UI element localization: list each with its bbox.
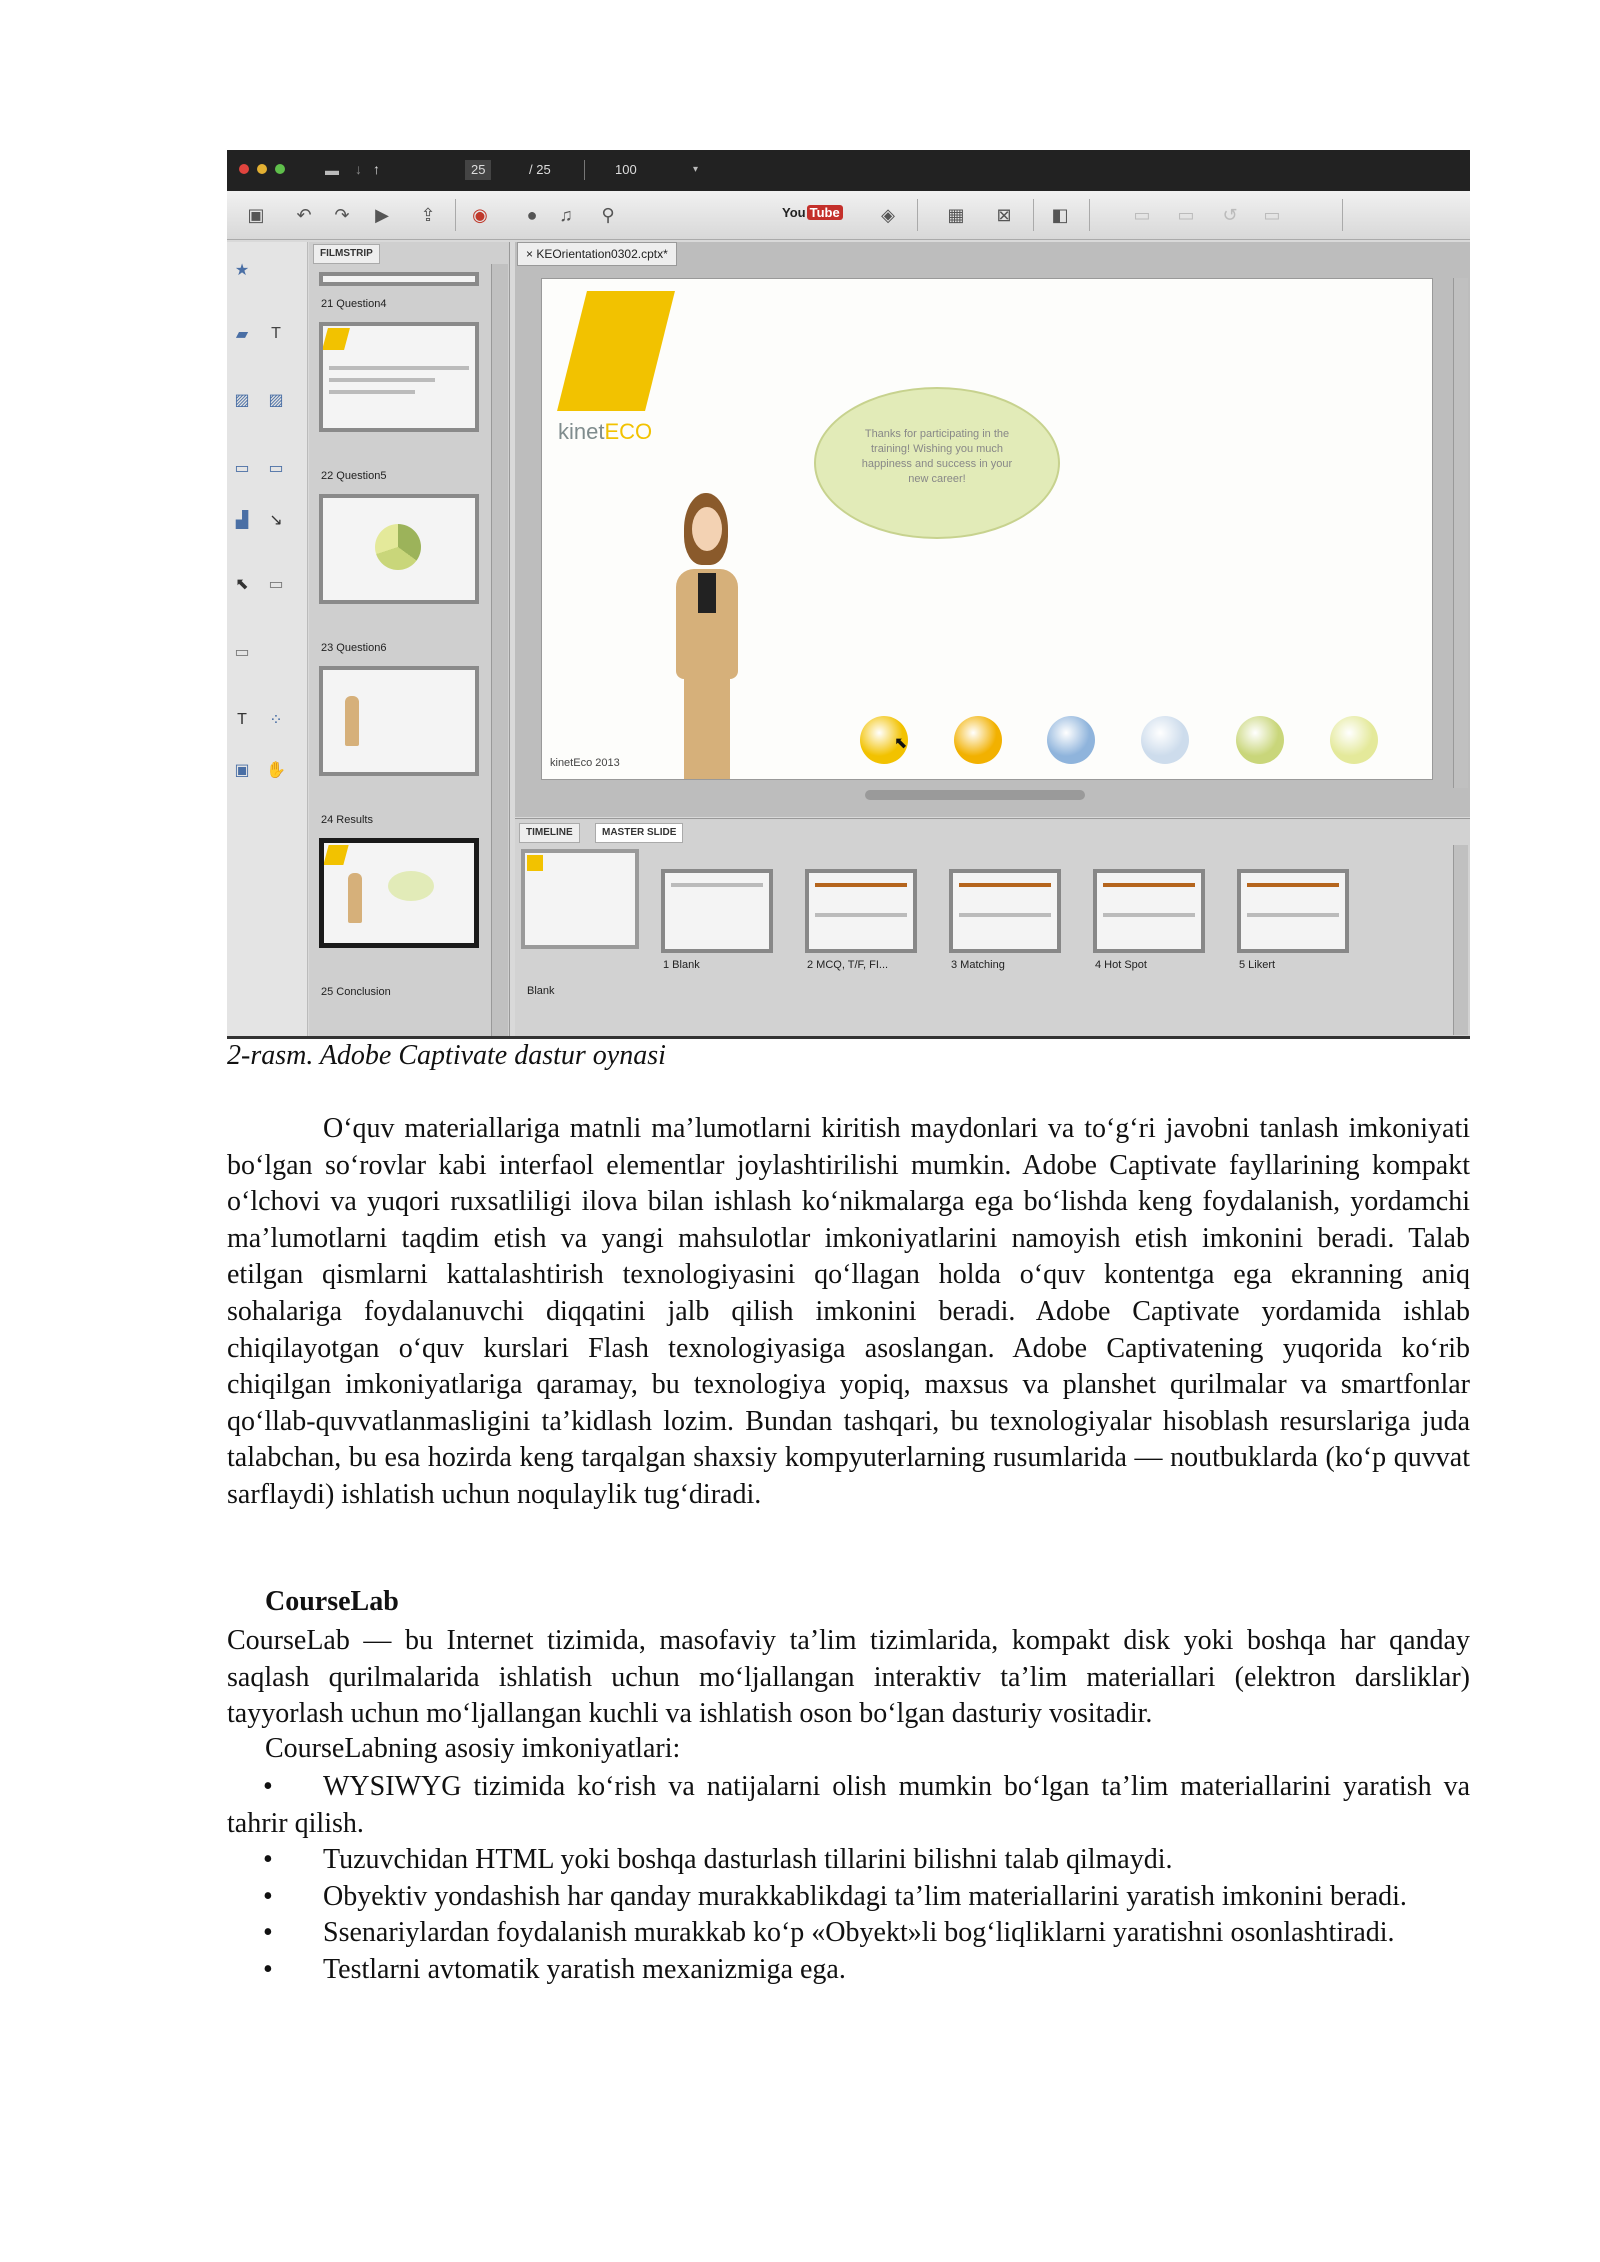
filmstrip-panel <box>309 242 510 1036</box>
list-item <box>227 1842 1470 1879</box>
toolbar-divider <box>1342 199 1343 231</box>
list-item-text: Tuzuvchidan HTML yoki boshqa dasturlash tillarini bilishni talab qilmaydi. <box>323 1844 1173 1876</box>
thumbnail-line <box>329 366 469 370</box>
logo-mark-icon <box>323 845 348 865</box>
video-icon[interactable]: ▣ <box>234 762 250 779</box>
disabled-tool-icon: ↺ <box>1222 204 1238 225</box>
bullet-icon: • <box>263 1844 273 1876</box>
thumbnail-line <box>1247 913 1339 917</box>
thumbnail-line <box>815 913 907 917</box>
pointer-path-icon[interactable]: ↘ <box>269 512 283 529</box>
main-toolbar <box>227 191 1470 240</box>
toolbar-divider <box>917 199 918 231</box>
master-thumbnail-label: 4 Hot Spot <box>1095 959 1147 971</box>
list-item <box>227 1769 1470 1842</box>
button-icon[interactable]: ▭ <box>268 576 284 593</box>
list-item-text: WYSIWYG tizimida ko‘rish va natijalarni olish mumkin bo‘lgan ta’lim materiallarini yaratish va tahrir qilish. <box>227 1771 1470 1839</box>
microphone-icon[interactable]: ● <box>526 204 538 225</box>
slide-canvas[interactable] <box>541 278 1433 780</box>
navigation-circle[interactable] <box>1330 716 1378 764</box>
logo-wordmark <box>558 419 652 445</box>
features-intro: CourseLabning asosiy imkoniyatlari: <box>265 1733 681 1764</box>
slideshow-icon[interactable]: ▨ <box>268 392 284 409</box>
navigation-circle[interactable] <box>1141 716 1189 764</box>
publish-icon[interactable]: ⇪ <box>420 204 436 225</box>
logo-mark-icon <box>322 328 350 350</box>
youtube-icon[interactable]: You Tube <box>782 205 843 220</box>
caption-icon[interactable]: ▰ <box>235 326 249 343</box>
text-entry-icon[interactable]: ▭ <box>234 644 250 661</box>
toolbar-divider <box>1033 199 1034 231</box>
redo-icon[interactable]: ↷ <box>334 204 350 225</box>
section-heading-courselab: CourseLab <box>265 1586 399 1617</box>
character-illustration <box>654 493 754 780</box>
minimize-window-button[interactable] <box>257 164 267 174</box>
audio-icon[interactable]: ♫ <box>559 204 573 225</box>
kineteco-logo <box>557 291 675 411</box>
undo-icon[interactable]: ↶ <box>296 204 312 225</box>
zoom-field[interactable]: 100 <box>615 162 637 177</box>
navigation-circle[interactable] <box>1047 716 1095 764</box>
widget-icon[interactable]: ⁘ <box>269 712 283 729</box>
bullet-icon: • <box>263 1771 273 1802</box>
character-icon <box>348 873 362 923</box>
master-thumbnail[interactable] <box>661 869 773 953</box>
stage-vertical-scrollbar[interactable] <box>1453 278 1468 788</box>
character-top <box>698 573 716 613</box>
speech-bubble-icon <box>388 871 434 901</box>
arrow-up-icon[interactable]: ↑ <box>373 161 380 177</box>
navigation-circle[interactable] <box>1236 716 1284 764</box>
figure-caption: 2-rasm. Adobe Captivate dastur oynasi <box>227 1040 666 1071</box>
mouse-cursor-icon: ⬉ <box>894 735 908 752</box>
image-icon[interactable]: ▨ <box>234 392 250 409</box>
thumbnail-line <box>959 913 1051 917</box>
captivate-screenshot <box>227 150 1470 1039</box>
slide-total: / 25 <box>529 162 551 177</box>
slide-number-field[interactable]: 25 <box>465 160 491 180</box>
pie-chart-icon <box>375 524 421 570</box>
list-item <box>227 1952 1470 1989</box>
preview-icon[interactable]: ▶ <box>375 204 389 225</box>
bullet-icon: • <box>263 1953 273 1985</box>
close-window-button[interactable] <box>239 164 249 174</box>
image-box-icon[interactable]: ⊠ <box>996 204 1012 225</box>
list-item-text: Obyektiv yondashish har qanday murakkablikdagi ta’lim materiallarini yaratish imkonini beradi. <box>323 1880 1407 1912</box>
list-item <box>227 1915 1470 1952</box>
captivate-icon[interactable]: ◧ <box>1051 204 1069 225</box>
timeline-tab[interactable]: TIMELINE <box>519 823 580 843</box>
table-icon[interactable]: ▦ <box>947 204 965 225</box>
paragraph-captivate: O‘quv materiallariga matnli ma’lumotlarni kiritish maydonlari va to‘g‘ri javobni tanlash imkoniyati bo‘lgan so‘rovlar kabi interfaol elementlar joylashtirilishi mumkin. Adobe Captivate fayllarining kompakt o‘lchovi va yuqori ruxsatliligi ilova bilan ishlash ko‘nikmalarga ega bo‘lishda keng foydalanish, yordamchi ma’lumotlarni taqdim etish va yangi mahsulotlar imkoniyatlarini namoyish etish imkonini beradi. Talab etilgan qismlarni kattalashtirish texnologiyasini qo‘llagan holda o‘quv kontentga ega ekranning aniq sohalariga foydalanuvchi diqqatini jalb qilish imkonini beradi. Adobe Captivate yordamida ishlab chiqilayotgan o‘quv kurslari Flash texnologiyasiga asoslangan. Adobe Captivatening yuqorida ko‘rib chiqilgan imkoniyatlariga qaramay, bu texnologiya yopiq, maxsus va planshet qurilmalar va smartfonlar qo‘llab-quvvatlanmasligini ta’kidlash lozim. Bundan tashqari, bu texnologiyalar hisoblash resurslariga juda talabchan, bu esa hozirda keng tarqalgan shaxsiy kompyuterlarning rusumlarida — noutbuklarda (ko‘p quvvat sarflaydi) ishlatish uchun noqulaylik tug‘diradi. <box>227 1113 1470 1510</box>
topbar-divider <box>584 160 585 180</box>
thumbnail-line <box>671 883 763 887</box>
thumbnail-line <box>329 378 435 382</box>
arrow-down-icon[interactable]: ↓ <box>355 161 362 177</box>
disabled-tool-icon: ▭ <box>1177 204 1195 225</box>
logo-text-eco: ECO <box>604 419 653 444</box>
list-item <box>227 1879 1470 1916</box>
list-item-text: Ssenariylardan foydalanish murakkab ko‘p «Obyekt»li bog‘liqliklarni yaratishni osonlashtiradi. <box>323 1917 1395 1949</box>
master-thumbnail-label: 3 Matching <box>951 959 1005 971</box>
timeline-panel <box>515 818 1470 1037</box>
zoom-area-icon[interactable]: ▟ <box>235 512 249 529</box>
mouse-icon[interactable]: ⬉ <box>235 576 249 593</box>
bullet-icon: • <box>263 1917 273 1949</box>
record-icon[interactable]: ◉ <box>472 204 488 225</box>
bullet-icon: • <box>263 1880 273 1912</box>
slide-thumbnail[interactable] <box>319 494 479 604</box>
thumbnail-line <box>1103 883 1195 887</box>
disabled-tool-icon: ▭ <box>1263 204 1281 225</box>
timeline-scrollbar[interactable] <box>1453 845 1468 1035</box>
slide-thumbnail-label: 24 Results <box>321 814 373 826</box>
speech-bubble: Thanks for participating in the training! Wishing you much happiness and success in your new career! <box>814 387 1060 539</box>
filmstrip-scrollbar[interactable] <box>491 264 508 1036</box>
slide-thumbnail-label: 23 Question6 <box>321 642 387 654</box>
chat-icon[interactable]: ▬ <box>325 162 339 178</box>
logo-text-kinet: kinet <box>558 419 605 444</box>
character-icon <box>345 696 359 746</box>
zoom-window-button[interactable] <box>275 164 285 174</box>
logo-mark-icon <box>527 855 543 871</box>
interaction-icon[interactable]: ⚲ <box>601 204 615 225</box>
slide-thumbnail[interactable] <box>319 272 479 286</box>
thumbnail-line <box>959 883 1051 887</box>
save-icon[interactable]: ▣ <box>247 204 265 225</box>
effects-icon[interactable]: ◈ <box>881 204 895 225</box>
master-thumbnail-label: 1 Blank <box>663 959 700 971</box>
disabled-tool-icon: ▭ <box>1133 204 1151 225</box>
master-thumbnail[interactable] <box>1093 869 1205 953</box>
list-item-text: Testlarni avtomatik yaratish mexanizmiga ega. <box>323 1953 846 1985</box>
highlight-box-icon[interactable]: ▭ <box>234 460 250 477</box>
zoom-dropdown-icon[interactable]: ▾ <box>693 164 699 175</box>
master-thumbnail[interactable] <box>1237 869 1349 953</box>
master-thumbnail-label: 2 MCQ, T/F, FI... <box>807 959 889 971</box>
thumbnail-line <box>1247 883 1339 887</box>
thumbnail-line <box>1103 913 1195 917</box>
master-thumbnail[interactable] <box>805 869 917 953</box>
text-animation-icon[interactable]: T <box>237 711 247 728</box>
thumbnail-line <box>815 883 907 887</box>
master-thumbnail-label: 5 Likert <box>1239 959 1276 971</box>
slide-thumbnail[interactable] <box>319 322 479 432</box>
hand-icon[interactable]: ✋ <box>266 762 286 779</box>
master-thumbnail[interactable] <box>521 849 639 949</box>
features-list <box>227 1769 1470 1989</box>
stage-horizontal-scrollbar[interactable] <box>865 790 1085 800</box>
star-icon[interactable]: ★ <box>234 262 250 279</box>
slide-thumbnail[interactable] <box>319 666 479 776</box>
document-tab[interactable]: × KEOrientation0302.cptx* <box>517 242 677 266</box>
slide-thumbnail-selected[interactable] <box>319 838 479 948</box>
toolbar-divider <box>1089 199 1090 231</box>
master-thumbnail[interactable] <box>949 869 1061 953</box>
slide-thumbnail-label: 21 Question4 <box>321 298 387 310</box>
slide-footer: kinetEco 2013 <box>550 757 620 769</box>
slide-thumbnail-label: 22 Question5 <box>321 470 387 482</box>
navigation-circle[interactable] <box>954 716 1002 764</box>
paragraph-courselab: CourseLab — bu Internet tizimida, masofaviy ta’lim tizimlarida, kompakt disk yoki boshqa har qanday saqlash qurilmalarida ishlatish uchun mo‘ljallangan interaktiv ta’lim materiallari (elektron darsliklar) tayyorlash uchun mo‘ljallangan kuchli va ishlatish oson bo‘lgan dasturiy vositadir. <box>227 1625 1470 1730</box>
master-thumbnail-label: Blank <box>527 985 555 997</box>
master-slide-tab[interactable]: MASTER SLIDE <box>595 823 683 843</box>
slide-thumbnail-label: 25 Conclusion <box>321 986 391 998</box>
filmstrip-tab[interactable]: FILMSTRIP <box>313 244 380 264</box>
screen-icon[interactable]: ▭ <box>268 460 284 477</box>
thumbnail-line <box>329 390 415 394</box>
character-skirt <box>684 679 730 779</box>
text-icon[interactable]: T <box>271 325 281 342</box>
object-toolbar <box>227 242 308 1036</box>
slide-editor <box>515 242 1470 817</box>
character-face <box>692 507 722 551</box>
title-bar <box>227 150 1470 191</box>
toolbar-divider <box>455 199 456 231</box>
